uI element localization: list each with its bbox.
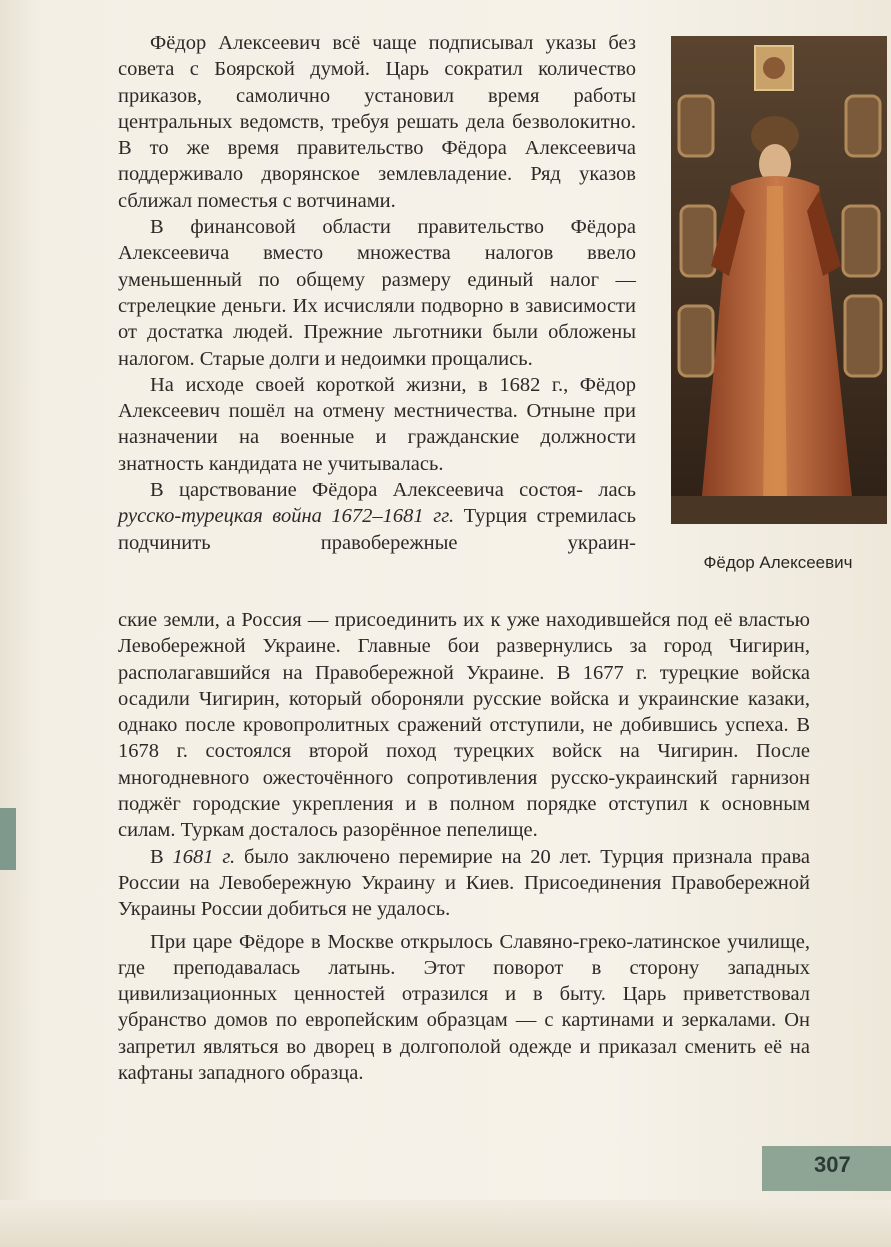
page-number: 307 bbox=[814, 1152, 851, 1177]
page-bottom-edge bbox=[0, 1200, 891, 1247]
paragraph-mestnichestvo: На исходе своей короткой жизни, в 1682 г., Фёдор Алексеевич пошёл на отмену местничества. Отныне при назначении на военные и гражданские должности знатность кандидата не учитывалась. bbox=[118, 373, 636, 475]
side-tab-marker bbox=[0, 808, 16, 870]
paragraph-decrees: Фёдор Алексеевич всё чаще подписывал указы без совета с Боярской думой. Царь сократил количество приказов, самолично установил время работы центральных ведомств, требуя решать дела безволокитно. В то же время правительство Фёдора Алексеевича поддерживало дворянское землевладение. Ряд указов сближал поместья с вотчинами. bbox=[118, 32, 636, 212]
truce-year-italic: 1681 г. bbox=[172, 845, 236, 868]
portrait-image bbox=[671, 36, 887, 524]
paragraph-war-continued: ские земли, а Россия — присоединить их к уже находившейся под её властью Левобережной Украине. Главные бои развернулись за город Чигирин, располагавшийся на Правобережной Украине. В 1677 г. турецкие войска осадили Чигирин, который обороняли русские войска и украинские казаки, однако после кровопролитных сражений отступили, не добившись успеха. В 1678 г. состоялся второй поход турецких войск на Чигирин. После многодневного ожесточённого сопротивления русско-украинский гарнизон поджёг городские укрепления и в полном порядке отступил к основным силам. Туркам досталось разорённое пепелище. bbox=[118, 609, 810, 842]
paragraph-finance: В финансовой области правительство Фёдора Алексеевича вместо множества налогов ввело уменьшенный по общему размеру единый налог — стрелецкие деньги. Их исчисляли подворно в зависимости от достатка людей. Прежние льготники были обложены налогом. Старые долги и недоимки прощались. bbox=[118, 216, 636, 370]
narrow-text-column bbox=[118, 30, 636, 556]
wide-text-column bbox=[118, 607, 810, 1086]
portrait-icon bbox=[671, 36, 887, 524]
portrait-caption: Фёдор Алексеевич bbox=[703, 553, 853, 572]
war-name-italic: русско-турецкая война 1672–1681 гг. bbox=[118, 505, 455, 528]
paragraph-school: При царе Фёдоре в Москве открылось Славяно-греко-латинское училище, где преподавалась латынь. Этот поворот в сторону западных цивилизационных ценностей отразился и в быту. Царь приветствовал убранство домов по европейским образцам — с картинами и зеркалами. Он запретил являться во дворец в долгополой одежде и приказал сменить её на кафтаны западного образца. bbox=[118, 930, 810, 1085]
paragraph-truce: В 1681 г. было заключено перемирие на 20 лет. Турция признала права России на Левобережную Украину и Киев. Присоединения Правобережной Украины России добиться не удалось. bbox=[118, 845, 810, 921]
paragraph-war-intro: В царствование Фёдора Алексеевича состоя- лась русско-турецкая война 1672–1681 гг. Турция стремилась подчинить правобережные украин- bbox=[118, 479, 637, 554]
